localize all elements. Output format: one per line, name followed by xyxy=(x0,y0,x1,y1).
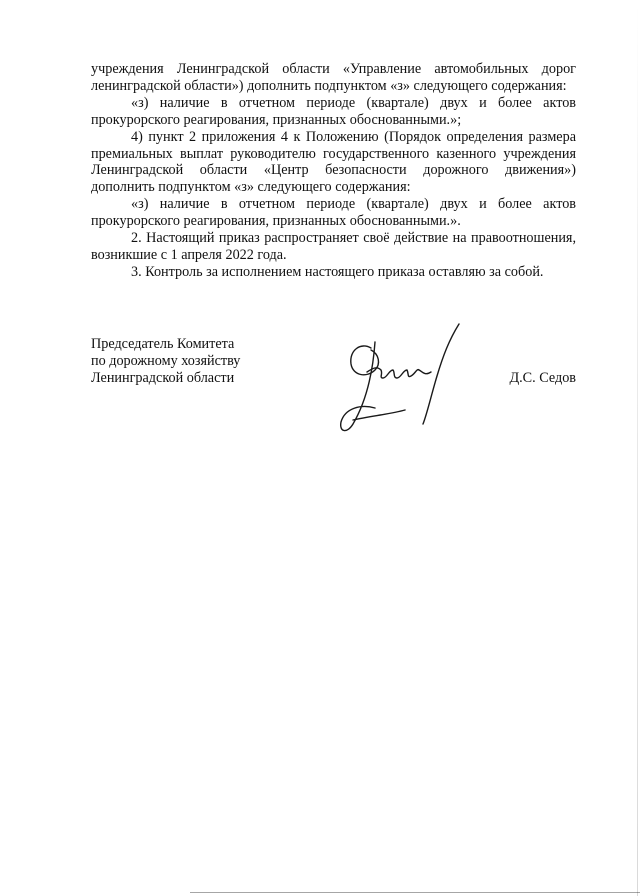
signatory-position xyxy=(91,336,311,387)
signature-block xyxy=(91,336,576,456)
paragraph-continuation: учреждения Ленинградской области «Управление автомобильных дорог ленинградской области») дополнить подпунктом «з» следующего содержания: xyxy=(91,61,576,94)
signatory-position-line: Председатель Комитета xyxy=(91,336,235,352)
signatory-position-line: Ленинградской области xyxy=(91,370,235,386)
paragraph-item-4: 4) пункт 2 приложения 4 к Положению (Порядок определения размера премиальных выплат руководителю государственного казенного учреждения Ленинградской области «Центр безопасности дорожного движения») дополнить подпунктом «з» следующего содержания: xyxy=(91,128,576,196)
scan-edge xyxy=(190,892,640,893)
signatory-position-line: по дорожному хозяйству xyxy=(91,353,241,369)
paragraph-item-3-control: 3. Контроль за исполнением настоящего приказа оставляю за собой. xyxy=(131,263,544,280)
paragraph-item-2-effect: 2. Настоящий приказ распространяет своё действие на правоотношения, возникшие с 1 апреля 2022 года. xyxy=(91,230,576,263)
signatory-name: Д.С. Седов xyxy=(509,370,576,386)
paragraph-quote-z-1: «з) наличие в отчетном периоде (квартале) двух и более актов прокурорского реагирования, признанных обоснованными.»; xyxy=(91,94,576,128)
handwritten-signature xyxy=(331,320,471,450)
paragraph-quote-z-2: «з) наличие в отчетном периоде (квартале) двух и более актов прокурорского реагирования, признанных обоснованными.». xyxy=(91,196,576,230)
scan-edge xyxy=(637,0,638,896)
document-body xyxy=(91,61,576,281)
